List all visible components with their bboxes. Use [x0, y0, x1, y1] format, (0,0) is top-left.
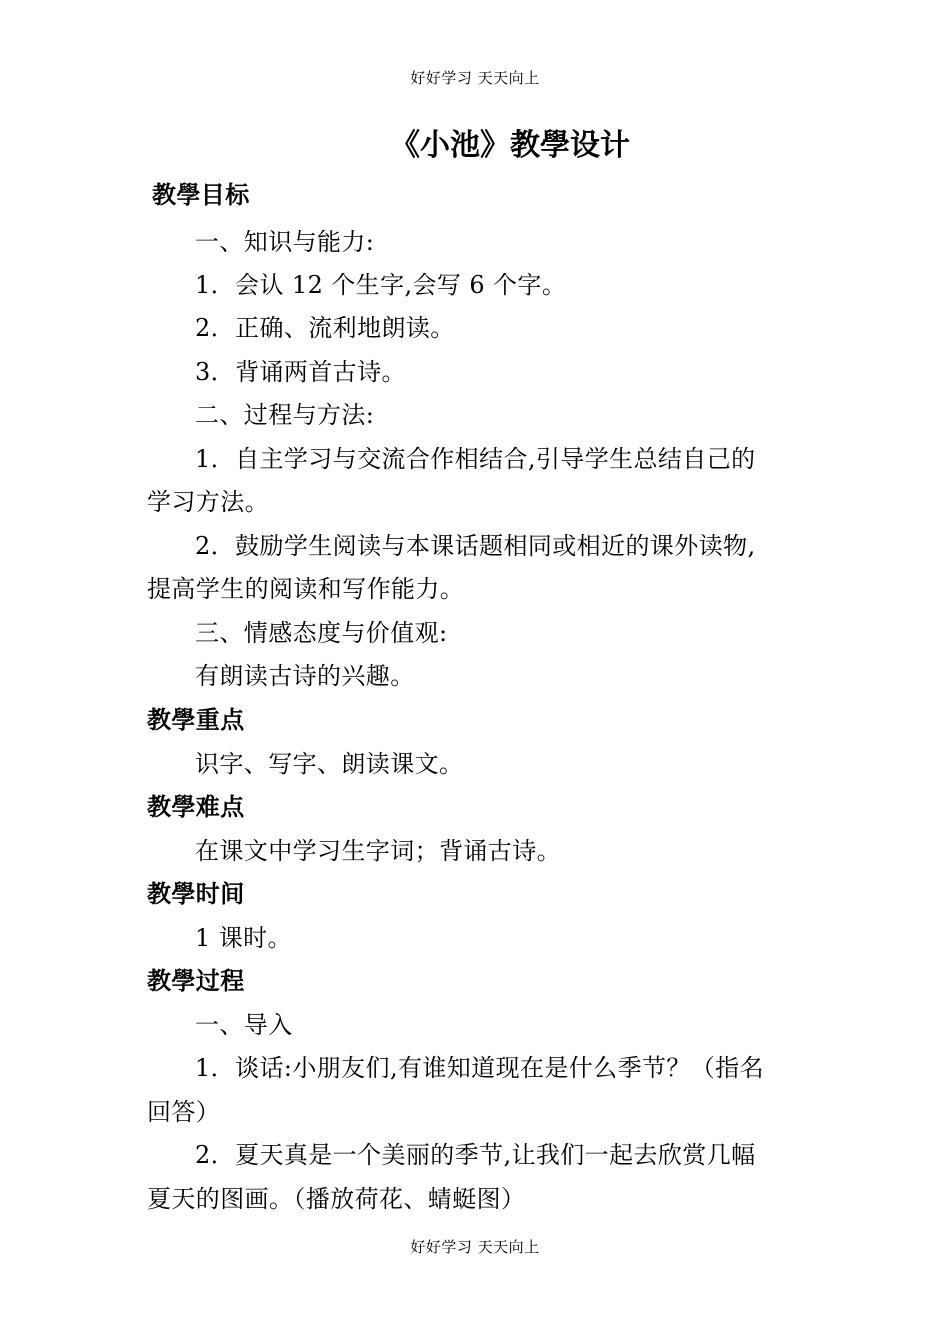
- process-item: 2．夏天真是一个美丽的季节,让我们一起去欣赏几幅: [195, 1141, 756, 1169]
- process-item-continuation: 回答）: [147, 1098, 221, 1126]
- subheading-process-method: 二、过程与方法:: [195, 401, 375, 429]
- objective-item-continuation: 提高学生的阅读和写作能力。: [147, 575, 465, 603]
- subheading-knowledge: 一、知识与能力:: [195, 228, 375, 256]
- section-heading-key-points: 教學重点: [147, 706, 245, 734]
- section-heading-process: 教學过程: [147, 967, 245, 995]
- process-item: 1．谈话:小朋友们,有谁知道现在是什么季节？（指名: [195, 1054, 764, 1082]
- section-heading-difficulties: 教學难点: [147, 793, 245, 821]
- section-heading-time: 教學时间: [147, 880, 245, 908]
- objective-item: 2．正确、流利地朗读。: [195, 314, 455, 342]
- objective-item: 2．鼓励学生阅读与本课话题相同或相近的课外读物,: [195, 532, 756, 560]
- objective-item: 3．背诵两首古诗。: [195, 358, 406, 386]
- objective-item: 1．会认 12 个生字,会写 6 个字。: [195, 271, 567, 299]
- objective-item: 有朗读古诗的兴趣。: [195, 662, 415, 690]
- key-points-text: 识字、写字、朗读课文。: [195, 750, 464, 778]
- subheading-intro: 一、导入: [195, 1011, 293, 1039]
- time-text: 1 课时。: [195, 924, 292, 952]
- page-footer: 好好学习 天天向上: [410, 1238, 540, 1256]
- subheading-attitude: 三、情感态度与价值观:: [195, 619, 448, 647]
- objective-item: 1．自主学习与交流合作相结合,引导学生总结自己的: [195, 445, 756, 473]
- process-item-continuation: 夏天的图画。（播放荷花、蜻蜓图）: [147, 1185, 526, 1213]
- page-header: 好好学习 天天向上: [410, 69, 540, 87]
- objective-item-continuation: 学习方法。: [147, 488, 269, 516]
- section-heading-objectives: 教學目标: [152, 181, 250, 209]
- difficulties-text: 在课文中学习生字词；背诵古诗。: [195, 837, 561, 865]
- document-title: 《小池》教學设计: [390, 128, 630, 163]
